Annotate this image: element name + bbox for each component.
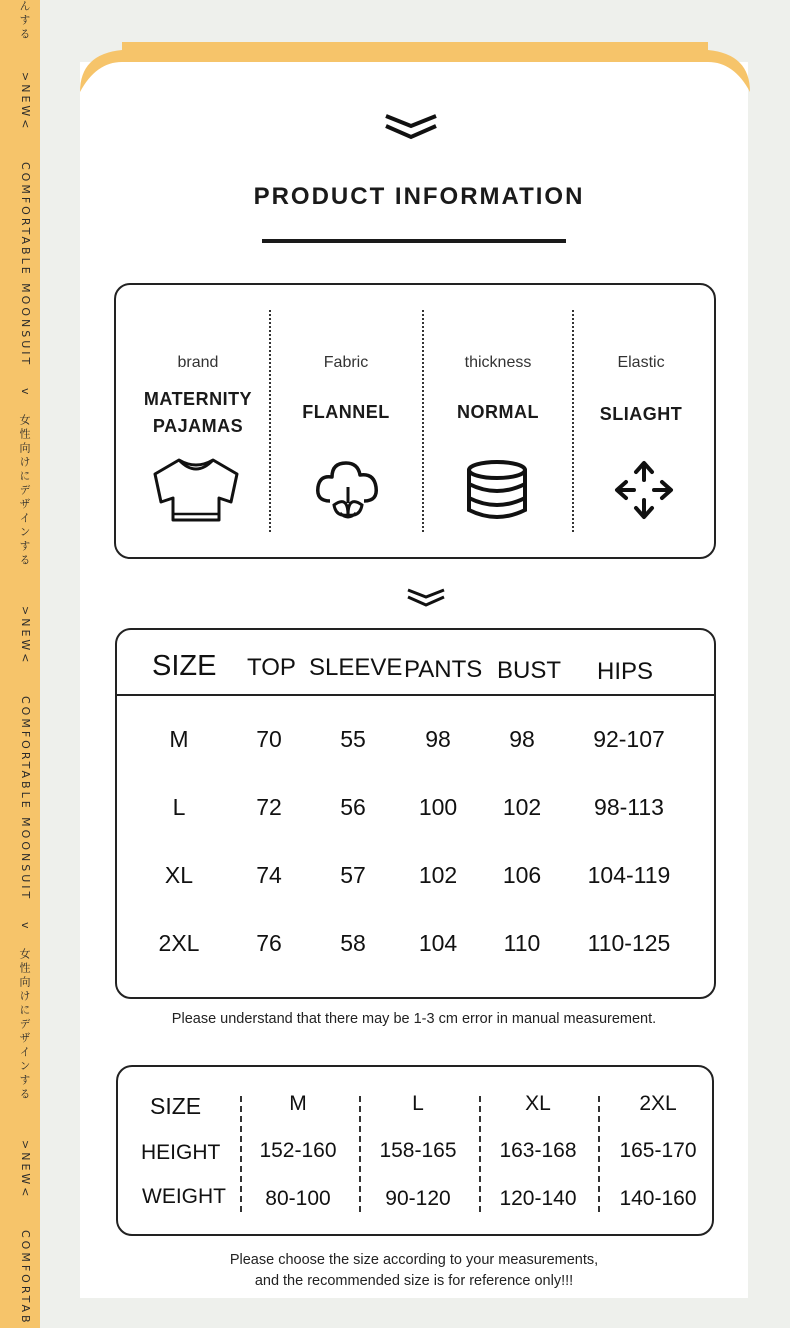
expand-arrows-icon bbox=[612, 458, 676, 522]
table-cell: 106 bbox=[502, 862, 542, 888]
table-cell: L bbox=[172, 794, 186, 820]
table-cell: 102 bbox=[502, 794, 542, 820]
stack-icon bbox=[464, 458, 530, 522]
side-text: v bbox=[19, 922, 32, 932]
tshirt-icon bbox=[151, 456, 241, 526]
table-cell: 110-125 bbox=[587, 930, 671, 956]
side-text: 女性向けにデザインする bbox=[18, 948, 31, 1102]
table-cell: 104-119 bbox=[587, 862, 671, 888]
row-label: HEIGHT bbox=[141, 1141, 221, 1164]
table-header-divider bbox=[116, 694, 715, 696]
row-label: WEIGHT bbox=[142, 1185, 226, 1208]
table-cell: 70 bbox=[256, 726, 282, 752]
side-strip bbox=[0, 0, 40, 1328]
size-advice-note: and the recommended size is for reference only!!! bbox=[254, 1273, 574, 1289]
size-label: 2XL bbox=[639, 1092, 677, 1115]
column-header: PANTS bbox=[404, 656, 483, 683]
table-cell: XL bbox=[164, 862, 194, 888]
side-text: >NEW< bbox=[19, 1140, 32, 1200]
side-text: 女性向けにデザインする bbox=[18, 414, 31, 568]
info-value: SLIAGHT bbox=[599, 404, 683, 424]
table-cell: 98 bbox=[425, 726, 451, 752]
weight-value: 120-140 bbox=[499, 1187, 577, 1210]
table-cell: 58 bbox=[340, 930, 366, 956]
weight-value: 140-160 bbox=[619, 1187, 697, 1210]
table-cell: 104 bbox=[418, 930, 458, 956]
info-item-elastic bbox=[566, 354, 716, 428]
height-value: 152-160 bbox=[259, 1139, 337, 1162]
page-title: PRODUCT INFORMATION bbox=[253, 183, 585, 210]
info-label: thickness bbox=[464, 354, 532, 371]
table-cell: 98 bbox=[509, 726, 535, 752]
column-header: SLEEVE bbox=[309, 654, 403, 681]
size-label: L bbox=[412, 1092, 424, 1115]
measurement-note: Please understand that there may be 1-3 cm error in manual measurement. bbox=[171, 1011, 657, 1027]
size-label: XL bbox=[525, 1092, 551, 1115]
info-value: PAJAMAS bbox=[152, 416, 244, 436]
table-cell: 55 bbox=[340, 726, 366, 752]
info-label: Elastic bbox=[617, 354, 665, 371]
side-text: COMFORTABLE MOONSUIT bbox=[19, 162, 32, 368]
height-value: 163-168 bbox=[499, 1139, 577, 1162]
height-value: 158-165 bbox=[379, 1139, 457, 1162]
height-value: 165-170 bbox=[619, 1139, 697, 1162]
side-text: COMFORTAB bbox=[19, 1230, 32, 1326]
table-cell: 76 bbox=[256, 930, 282, 956]
table-cell: 56 bbox=[340, 794, 366, 820]
side-text: んする bbox=[18, 0, 31, 42]
side-text: >NEW< bbox=[19, 606, 32, 666]
title-underline bbox=[262, 239, 566, 243]
cotton-icon bbox=[312, 457, 384, 523]
size-advice-note: Please choose the size according to your measurements, bbox=[229, 1252, 599, 1268]
info-label: Fabric bbox=[323, 354, 369, 371]
side-text: >NEW< bbox=[19, 72, 32, 132]
side-text: COMFORTABLE MOONSUIT bbox=[19, 696, 32, 902]
column-header: HIPS bbox=[597, 658, 654, 685]
weight-value: 90-120 bbox=[385, 1187, 451, 1210]
table-cell: 92-107 bbox=[593, 726, 665, 752]
size-label: M bbox=[289, 1092, 307, 1115]
info-label: brand bbox=[177, 354, 219, 371]
table-cell: 100 bbox=[418, 794, 458, 820]
table-cell: 57 bbox=[340, 862, 366, 888]
table-cell: 2XL bbox=[158, 930, 200, 956]
table-cell: 74 bbox=[256, 862, 282, 888]
side-text: v bbox=[19, 388, 32, 398]
table-cell: M bbox=[169, 726, 189, 752]
card-top-ornament bbox=[80, 42, 750, 92]
info-item-thickness bbox=[423, 354, 573, 426]
double-chevron-down-icon bbox=[384, 112, 438, 142]
table-cell: 98-113 bbox=[594, 794, 664, 820]
column-header: SIZE bbox=[152, 650, 217, 682]
column-header: BUST bbox=[497, 657, 562, 684]
info-item-brand bbox=[123, 354, 273, 440]
row-label: SIZE bbox=[150, 1093, 202, 1119]
info-value: NORMAL bbox=[457, 402, 539, 422]
info-item-fabric bbox=[271, 354, 421, 426]
info-value: MATERNITY bbox=[143, 389, 253, 409]
weight-value: 80-100 bbox=[265, 1187, 331, 1210]
table-cell: 102 bbox=[418, 862, 458, 888]
info-value: FLANNEL bbox=[302, 402, 390, 422]
table-cell: 72 bbox=[256, 794, 282, 820]
table-cell: 110 bbox=[503, 930, 541, 956]
column-header: TOP bbox=[247, 654, 296, 681]
double-chevron-down-icon bbox=[406, 587, 446, 609]
